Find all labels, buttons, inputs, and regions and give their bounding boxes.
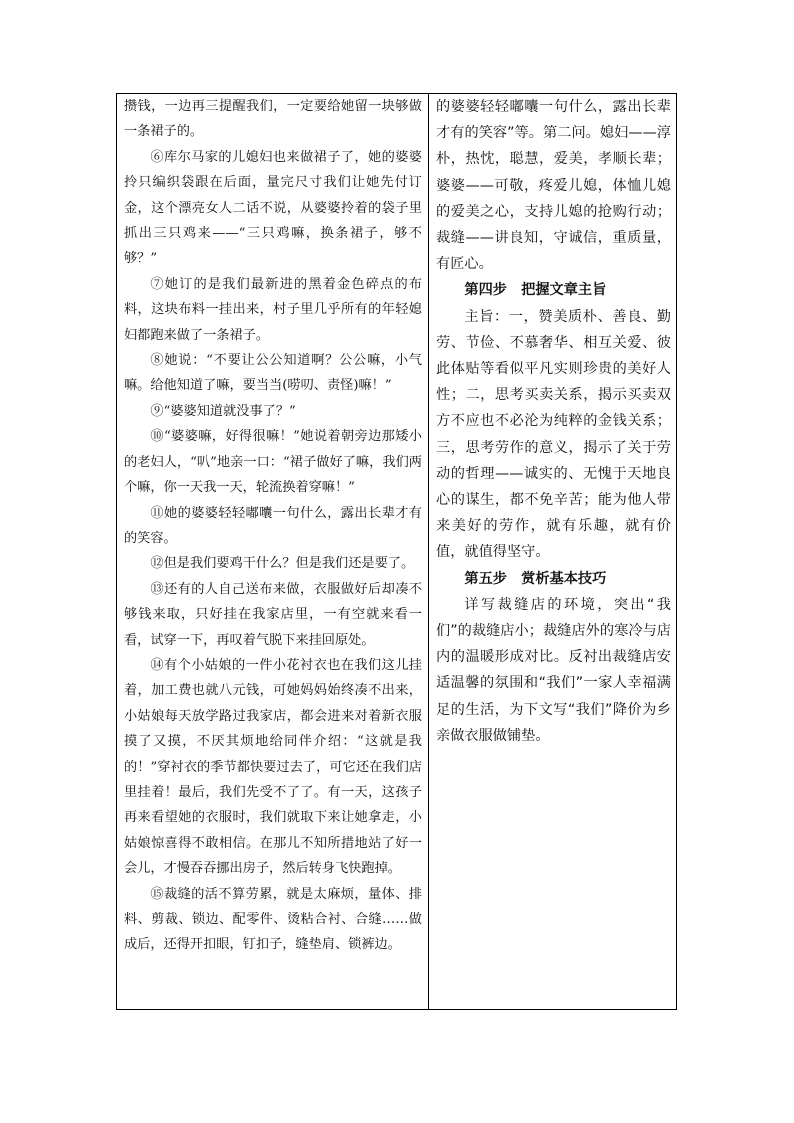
analysis-paragraph: 主旨：一，赞美质朴、善良、勤劳、节俭、不慕奢华、相互关爱、彼此体贴等看似平凡实则珍贵的美好人性；二，思考买卖关系，揭示买卖双方不应也不必沦为纯粹的金钱关系；三，思考劳作的意义，揭示了关于劳动的哲理——诚实的、无愧于天地良心的谋生，都不免辛苦；能为他人带来美好的劳作，就有乐趣，就有价值，就值得坚守。 xyxy=(436,308,671,561)
story-paragraph: 攒钱，一边再三提醒我们，一定要给她留一块够做一条裙子的。 xyxy=(124,99,422,140)
analysis-column xyxy=(429,94,676,1009)
story-paragraph: ⑭有个小姑娘的一件小花衬衣也在我们这儿挂着，加工费也就八元钱，可她妈妈始终凑不出来，小姑娘每天放学路过我家店，都会进来对着新衣服摸了又摸，不厌其烦地给同伴介绍：“这就是我的！”穿衬衣的季节都快要过去了，可它还在我们店里挂着！最后，我们先受不了了。有一天，这孩子再来看望她的衣服时，我们就取下来让她拿走，小姑娘惊喜得不敢相信。在那儿不知所措地站了好一会儿，才慢吞吞挪出房子，然后转身飞快跑掉。 xyxy=(124,657,422,877)
story-paragraph: ⑫但是我们要鸡干什么？但是我们还是要了。 xyxy=(150,556,415,572)
story-paragraph: ⑮裁缝的活不算劳累，就是太麻烦，量体、排料、剪裁、锁边、配零件、烫粘合衬、合缝……做成后，还得开扣眼，钉扣子，缝垫肩、锁裤边。 xyxy=(124,886,422,953)
analysis-paragraph: 的婆婆轻轻嘟囔一句什么，露出长辈才有的笑容”等。第二问。媳妇——淳朴，热忱，聪慧，爱美，孝顺长辈；婆婆——可敬，疼爱儿媳，体恤儿媳的爱美之心，支持儿媳的抢购行动；裁缝——讲良知，守诚信，重质量，有匠心。 xyxy=(436,99,671,273)
content-table xyxy=(116,93,677,1010)
story-paragraph: ⑬还有的人自己送布来做，衣服做好后却凑不够钱来取，只好挂在我家店里，一有空就来看一看，试穿一下，再叹着气脱下来挂回原处。 xyxy=(124,581,422,648)
story-paragraph: ⑨“婆婆知道就没事了？” xyxy=(150,403,296,419)
step5-heading: 第五步 赏析基本技巧 xyxy=(464,570,607,587)
story-paragraph: ⑩“婆婆嘛，好得很嘛！”她说着朝旁边那矮小的老妇人，“叭”地亲一口：“裙子做好了嘛，我们两个嘛，你一天我一天，轮流换着穿嘛！” xyxy=(124,429,422,496)
step4-heading: 第四步 把握文章主旨 xyxy=(464,282,607,299)
story-text-column xyxy=(117,94,429,1009)
story-paragraph: ⑪她的婆婆轻轻嘟囔一句什么，露出长辈才有的笑容。 xyxy=(124,505,422,546)
story-paragraph: ⑥库尔马家的儿媳妇也来做裙子了，她的婆婆拎只编织袋跟在后面，量完尺寸我们让她先付订金，这个漂亮女人二话不说，从婆婆拎着的袋子里抓出三只鸡来——“三只鸡嘛，换条裙子，够不够？” xyxy=(124,149,422,267)
story-paragraph: ⑧她说：“不要让公公知道啊？公公嘛，小气嘛。给他知道了嘛，要当当(唠叨、责怪)嘛！” xyxy=(124,353,422,394)
analysis-paragraph: 详写裁缝店的环境，突出“我们”的裁缝店小；裁缝店外的寒冷与店内的温暖形成对比。反衬出裁缝店安适温馨的氛围和“我们”一家人幸福满足的生活，为下文写“我们”降价为乡亲做衣服做铺垫。 xyxy=(436,596,671,744)
story-paragraph: ⑦她订的是我们最新进的黑着金色碎点的布料，这块布料一挂出来，村子里几乎所有的年轻媳妇都跑来做了一条裙子。 xyxy=(124,276,422,343)
